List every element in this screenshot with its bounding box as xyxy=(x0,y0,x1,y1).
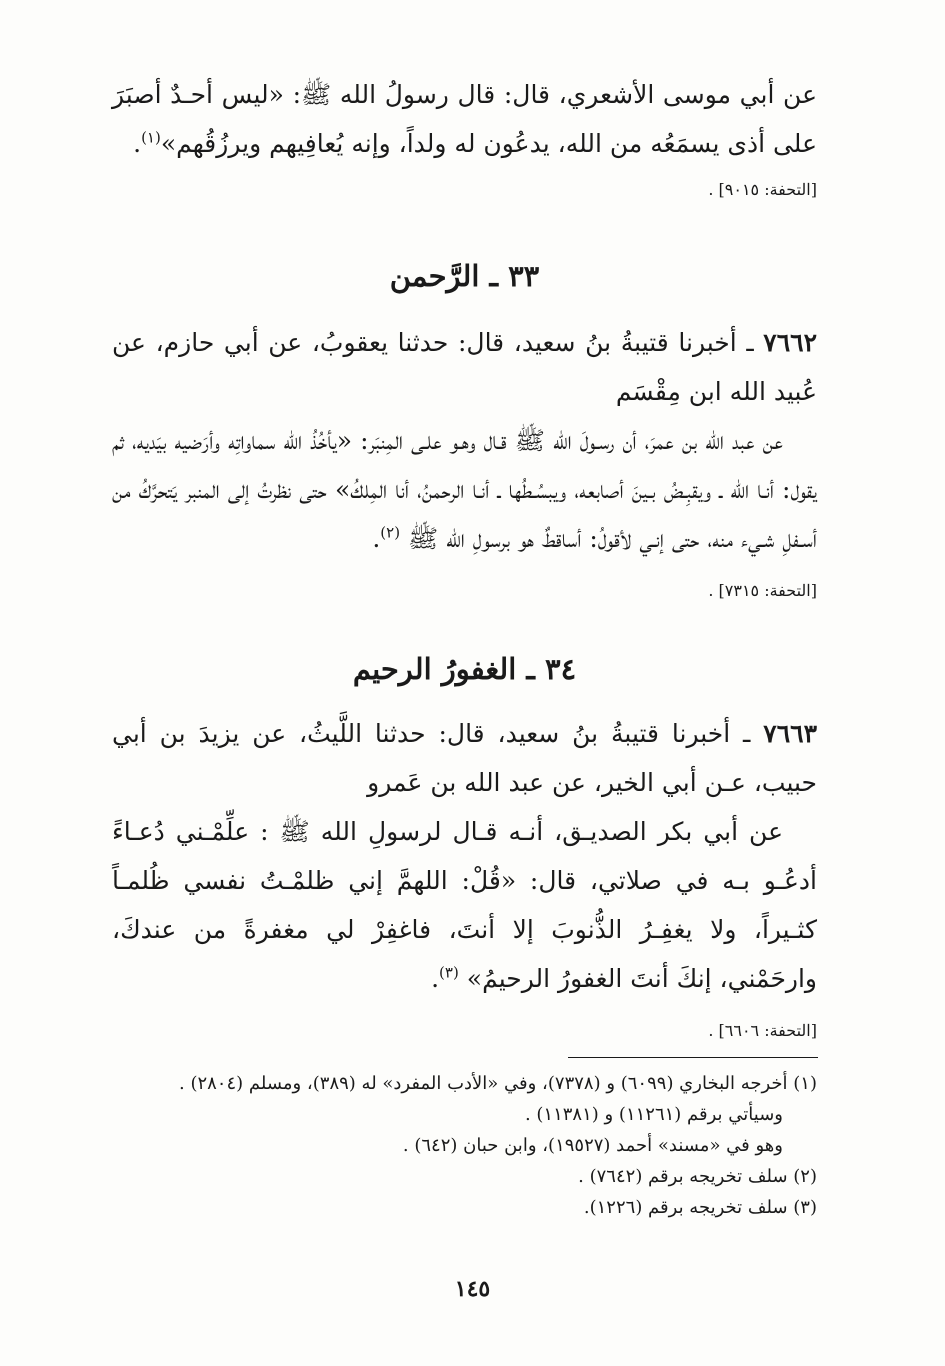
intro-reference: [التحفة: ٩٠١٥] . xyxy=(708,180,817,199)
isnad-text: ـ أخبرنا قتيبةُ بنُ سعيد، قال: حدثنا اللَّيثُ، عن يزيدَ بن أبي حبيب، عـن أبي الخير، عن عبد الله بن عَمرو xyxy=(112,719,817,797)
section-heading-34: ٣٤ ـ الغفورُ الرحيم xyxy=(352,652,577,686)
intro-paragraph: عن أبي موسى الأشعري، قال: قال رسولُ الله ﷺ: «ليس أحـدٌ أصبَرَ على أذى يسمَعُه من الله، يدعُون له ولداً، وإنه يُعافِيهم ويرزُقُهم»$^{(١)}$. xyxy=(112,80,817,158)
page-number: ١٤٥ xyxy=(454,1276,491,1302)
footnote-marker: (٣) xyxy=(439,963,459,982)
footnote-1: (١) أخرجه البخاري (٦٠٩٩) و (٧٣٧٨)، وفي «الأدب المفرد» له (٣٨٩)، ومسلم (٢٨٠٤) . xyxy=(179,1073,817,1094)
hadith-7662-reference: [التحفة: ٧٣١٥] . xyxy=(708,581,817,600)
hadith-7663-reference: [التحفة: ٦٦٠٦] . xyxy=(708,1021,817,1040)
footnote-1-continuation: وهو في «مسند» أحمد (١٩٥٢٧)، وابن حبان (٦٤٢) . xyxy=(402,1135,783,1156)
isnad-text: ـ أخبرنا قتيبةُ بنُ سعيد، قال: حدثنا يعقوبُ، عن أبي حازم، عن عُبيد الله ابن مِقْسَم xyxy=(112,328,817,406)
matn-text: عن أبي بكر الصديـق، أنـه قـال لرسولِ الله ﷺ : علِّمْـني دُعـاءً أدعُـو بـه في صلاتي، قال: «قُلْ: اللهمَّ إني ظلمْـتُ نفسي ظُلمـاً كثـيراً، ولا يغفِـرُ الذُّنوبَ إلا أنتَ، فاغفِرْ لي مغفرةً من عندكَ، وارحَمْني، إنكَ أنتَ الغفورُ الرحيمُ» xyxy=(112,817,817,993)
footnote-3: (٣) سلف تخريجه برقم (١٢٢٦). xyxy=(583,1197,817,1218)
footnote-marker: (٢) xyxy=(380,523,401,542)
footnote-separator xyxy=(568,1057,818,1058)
hadith-number: ٧٦٦٣ xyxy=(763,719,817,748)
hadith-number: ٧٦٦٢ xyxy=(763,328,817,357)
footnote-1-continuation: وسيأتي برقم (١١٢٦١) و (١١٣٨١) . xyxy=(524,1104,783,1125)
footnote-2: (٢) سلف تخريجه برقم (٧٦٤٢) . xyxy=(578,1166,817,1187)
footnotes xyxy=(112,1068,817,1223)
matn-text: عن عبد الله بن عمرَ، أن رسـولَ الله ﷺ قـال وهـو علـى المِنبَر: «يأخُذُ الله سماواتِه وأرَضيه بيَديه، ثم يقول: أنـا الله ـ ويقبِـضُ بـينَ أصابعه، ويبسُـطُها ـ أنـا الرحمنُ، أنا المِلكُ» حتى نظرتُ إلى المنبر يَتحرَّكُ من أسـفلِ شـيء منه، حتى إنـي لأقولُ: أساقطٌ هو برسولِ الله ﷺ xyxy=(112,426,817,553)
page-body xyxy=(112,70,817,1045)
hadith-7662-isnad xyxy=(112,318,817,416)
section-heading-33: ٣٣ ـ الرَّحمن xyxy=(389,259,540,293)
hadith-7663-matn: عن أبي بكر الصديـق، أنـه قـال لرسولِ الله ﷺ : علِّمْـني دُعـاءً أدعُـو بـه في صلاتي، قال: «قُلْ: اللهمَّ إني ظلمْـتُ نفسي ظُلمـاً كثـيراً، ولا يغفِـرُ الذُّنوبَ إلا أنتَ، فاغفِرْ لي مغفرةً من عندكَ، وارحَمْني، إنكَ أنتَ الغفورُ الرحيمُ» $^{(٣)}$. xyxy=(112,817,817,993)
intro-footnote-marker: (١) xyxy=(141,128,161,147)
intro-text: عن أبي موسى الأشعري، قال: قال رسولُ الله ﷺ: «ليس أحـدٌ أصبَرَ على أذى يسمَعُه من الله، يدعُون له ولداً، وإنه يُعافِيهم ويرزُقُهم» xyxy=(112,80,817,158)
hadith-7663-isnad xyxy=(112,709,817,807)
hadith-7662-matn: عن عبد الله بن عمرَ، أن رسـولَ الله ﷺ قـال وهـو علـى المِنبَر: «يأخُذُ الله سماواتِه وأرَضيه بيَديه، ثم يقول: أنـا الله ـ ويقبِـضُ بـينَ أصابعه، ويبسُـطُها ـ أنـا الرحمنُ، أنا المِلكُ» حتى نظرتُ إلى المنبر يَتحرَّكُ من أسـفلِ شـيء منه، حتى إنـي لأقولُ: أساقطٌ هو برسولِ الله ﷺ $^{(٢)}$. xyxy=(112,426,817,553)
